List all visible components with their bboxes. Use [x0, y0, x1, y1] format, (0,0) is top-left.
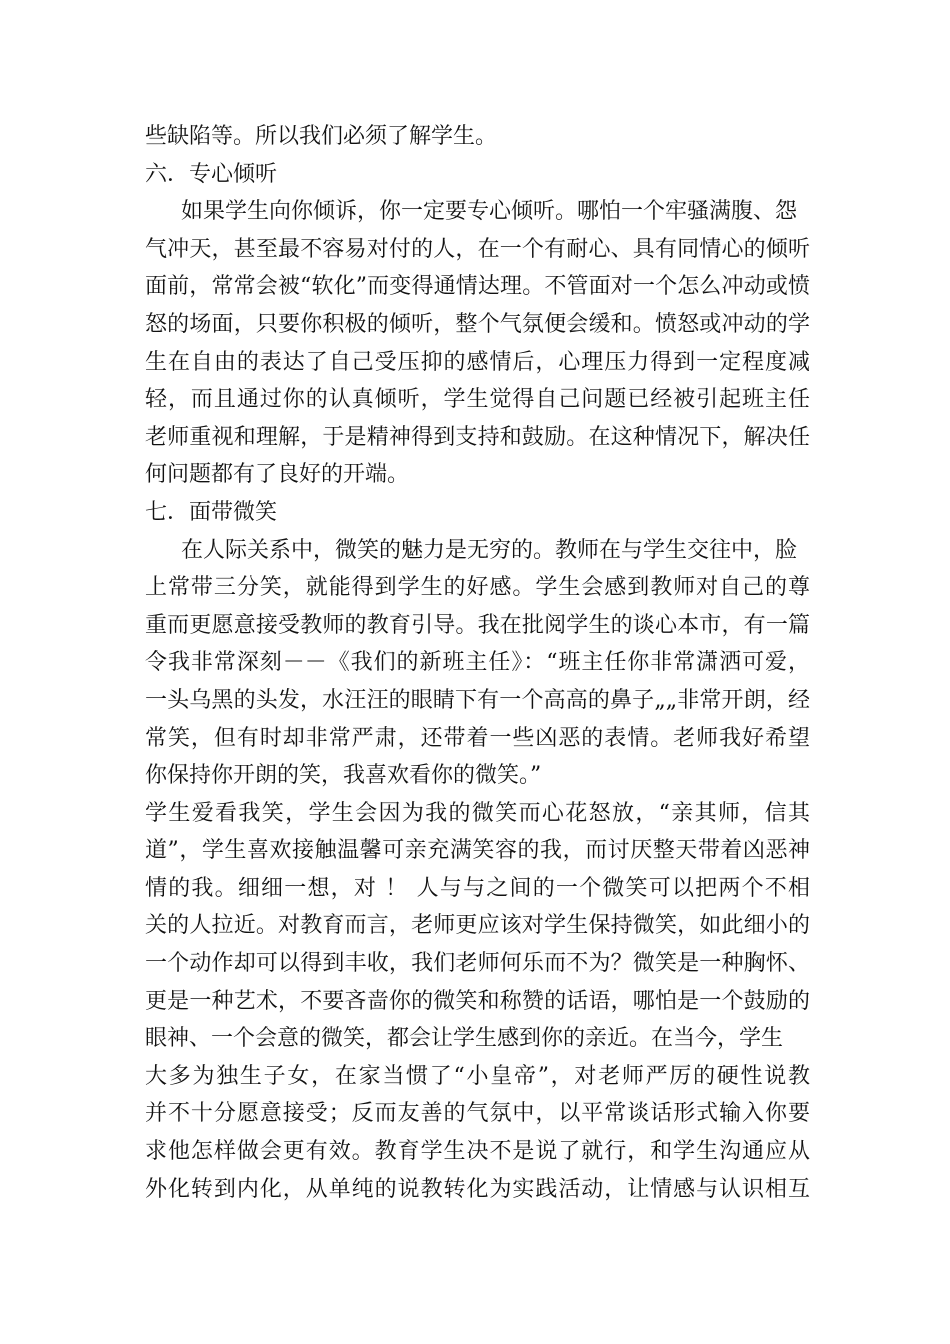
text-line: 道”，学生喜欢接触温馨可亲充满笑容的我，而讨厌整天带着凶恶神 [145, 838, 810, 864]
text-line: 令我非常深刻－－《我们的新班主任》：“班主任你非常潇洒可爱， [145, 650, 810, 676]
text-line: 并不十分愿意接受；反而友善的气氛中，以平常谈话形式输入你要 [145, 1101, 810, 1127]
text-line: 怒的场面，只要你积极的倾听，整个气氛便会缓和。愤怒或冲动的学 [145, 311, 810, 337]
body-text [145, 118, 810, 1208]
text-line: 更是一种艺术，不要吝啬你的微笑和称赞的话语，哪怕是一个鼓励的 [145, 988, 810, 1014]
text-line: 外化转到内化，从单纯的说教转化为实践活动，让情感与认识相互 [145, 1176, 810, 1202]
text-line: 求他怎样做会更有效。教育学生决不是说了就行，和学生沟通应从 [145, 1139, 810, 1165]
text-line: 气冲天，甚至最不容易对付的人，在一个有耐心、具有同情心的倾听 [145, 236, 810, 262]
text-line: 一个动作却可以得到丰收，我们老师何乐而不为？微笑是一种胸怀、 [145, 951, 810, 977]
section-heading-listen: 六．专心倾听 [145, 161, 278, 187]
text-line: 常笑，但有时却非常严肃，还带着一些凶恶的表情。老师我好希望 [145, 725, 810, 751]
text-line: 一头乌黑的头发，水汪汪的眼睛下有一个高高的鼻子„„非常开朗，经 [145, 687, 810, 713]
text-line: 你保持你开朗的笑，我喜欢看你的微笑。” [145, 763, 542, 789]
text-line: 情的我。细细一想，对 ！ 人与与之间的一个微笑可以把两个不相 [145, 875, 810, 901]
text-line: 在人际关系中，微笑的魅力是无穷的。教师在与学生交往中，脸 [181, 537, 798, 563]
text-line: 面前，常常会被“软化”而变得通情达理。不管面对一个怎么冲动或愤 [145, 274, 810, 300]
section-heading-smile: 七．面带微笑 [145, 499, 278, 525]
text-line: 轻，而且通过你的认真倾听，学生觉得自己问题已经被引起班主任 [145, 387, 810, 413]
text-line: 上常带三分笑，就能得到学生的好感。学生会感到教师对自己的尊 [145, 575, 810, 601]
text-line: 如果学生向你倾诉，你一定要专心倾听。哪怕一个牢骚满腹、怨 [181, 199, 798, 225]
text-line: 重而更愿意接受教师的教育引导。我在批阅学生的谈心本市，有一篇 [145, 612, 810, 638]
text-line: 老师重视和理解，于是精神得到支持和鼓励。在这种情况下，解决任 [145, 424, 810, 450]
text-line: 学生爱看我笑，学生会因为我的微笑而心花怒放，“亲其师，信其 [145, 800, 810, 826]
text-line: 些缺陷等。所以我们必须了解学生。 [145, 124, 498, 149]
text-line: 关的人拉近。对教育而言，老师更应该对学生保持微笑，如此细小的 [145, 913, 810, 939]
text-line: 眼神、一个会意的微笑，都会让学生感到你的亲近。在当今，学生 [145, 1026, 784, 1052]
text-line: 生在自由的表达了自己受压抑的感情后，心理压力得到一定程度减 [145, 349, 810, 375]
text-line: 大多为独生子女，在家当惯了“小皇帝”，对老师严厉的硬性说教 [145, 1063, 810, 1089]
text-line: 何问题都有了良好的开端。 [145, 462, 410, 488]
